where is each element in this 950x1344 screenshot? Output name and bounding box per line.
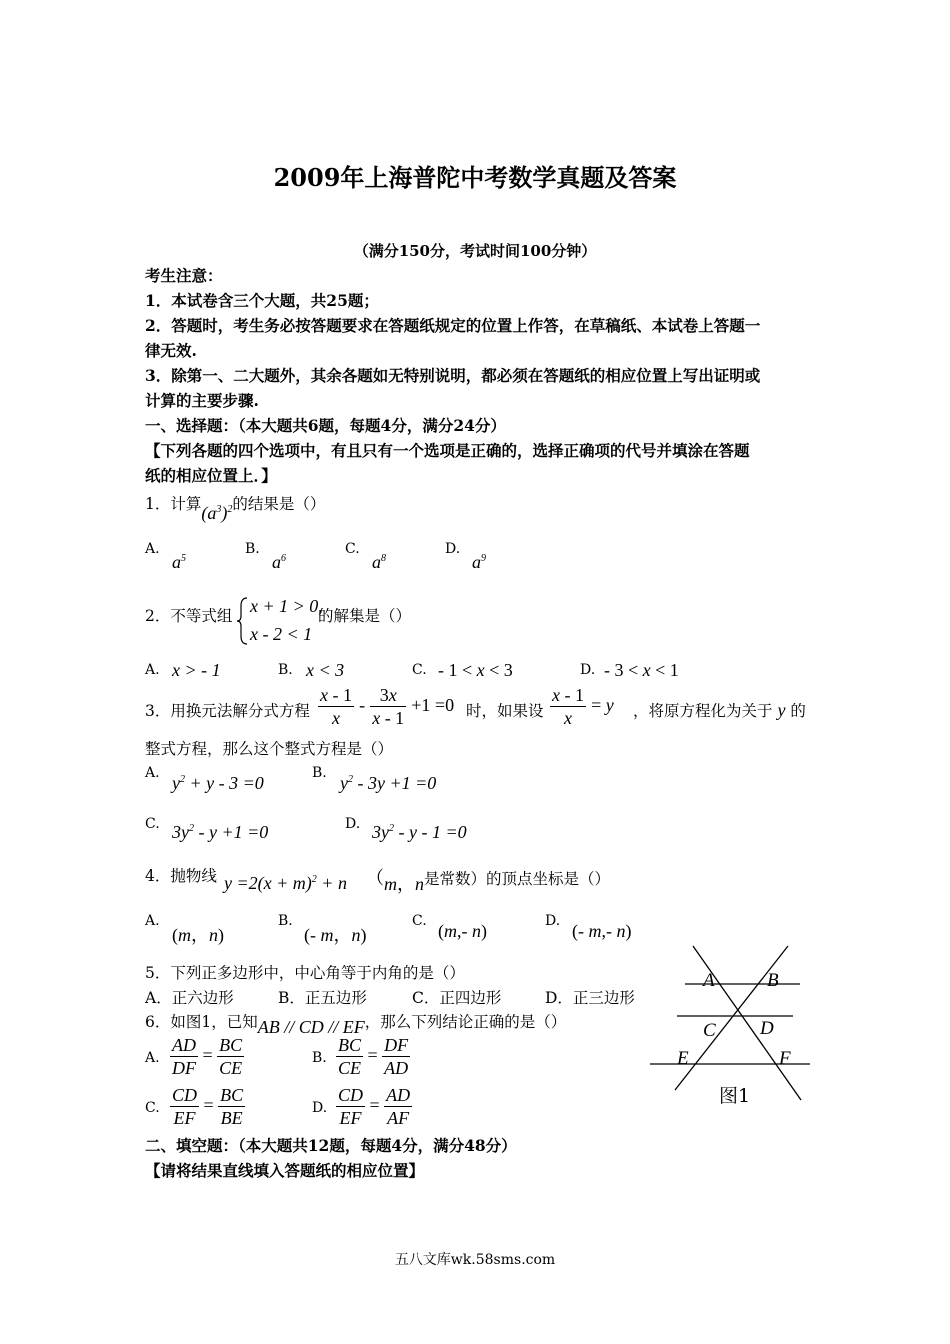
notice-item-2a: 2．答题时，考生务必按答题要求在答题纸规定的位置上作答，在草稿纸、本试卷上答题一 <box>145 316 761 335</box>
q4-option-b-label: B. <box>278 913 293 929</box>
q2-option-d-label: D. <box>580 662 596 678</box>
notice-heading: 考生注意： <box>145 266 223 285</box>
q3-option-a-label: A. <box>145 765 160 781</box>
q1-option-c-label: C. <box>345 541 360 557</box>
q5-option-c: C．正四边形 <box>412 989 502 1007</box>
q5-stem: 5．下列正多边形中，中心角等于内角的是（） <box>145 964 465 982</box>
q4-post: （m，n是常数）的顶点坐标是（） <box>366 868 611 894</box>
q3-option-b-label: B. <box>312 765 327 781</box>
q3-mid: 时，如果设 <box>466 702 544 720</box>
notice-item-2b: 律无效. <box>145 341 197 360</box>
q4-option-d: (- m,- n) <box>572 921 632 941</box>
q4-option-b: (- m，n) <box>304 925 367 945</box>
q1-option-a-label: A. <box>145 541 160 557</box>
notice-item-3a: 3．除第一、二大题外，其余各题如无特别说明，都必须在答题纸的相应位置上写出证明或 <box>145 366 761 385</box>
q4-option-a-label: A. <box>145 913 160 929</box>
section2-instr: 【请将结果直线填入答题纸的相应位置】 <box>145 1161 425 1180</box>
q6-stem: 6．如图1，已知AB // CD // EF，那么下列结论正确的是（） <box>145 1013 567 1037</box>
figure-caption: 图1 <box>719 1085 751 1107</box>
q3-substitution: $\frac{x - 1}{x}$ = y <box>552 685 614 728</box>
q1-option-d-label: D. <box>445 541 461 557</box>
q2-option-a-label: A. <box>145 662 160 678</box>
section2-heading: 二、填空题：（本大题共12题，每题4分，满分48分） <box>145 1136 517 1155</box>
label-c: C <box>703 1020 716 1041</box>
q4-equation: $y =2(x + m)^2 + n$ <box>224 873 347 893</box>
q4-pre: 4．抛物线 <box>145 867 217 885</box>
q2-option-a: x > - 1 <box>172 660 221 680</box>
figure-1 <box>645 940 815 1110</box>
label-f: F <box>779 1048 791 1069</box>
q2-option-c: - 1 < x < 3 <box>438 660 513 680</box>
q6-option-c: $\frac{CD}{EF}$ = $\frac{BC}{BE}$ <box>172 1085 244 1128</box>
q3-equation: $\frac{x - 1}{x}$ - $\frac{3x}{x - 1}$ +1 =0 <box>320 685 455 728</box>
footer-watermark: 五八文库wk.58sms.com <box>394 1252 556 1268</box>
q1-option-b: $a^6$ <box>272 552 286 572</box>
notice-item-3b: 计算的主要步骤. <box>145 391 259 410</box>
q2-brace <box>237 596 249 646</box>
q6-option-a-label: A. <box>145 1050 160 1066</box>
q2-ineq-2: x - 2 < 1 <box>250 624 313 644</box>
section1-heading: 一、选择题：（本大题共6题，每题4分，满分24分） <box>145 416 506 435</box>
q5-option-a: A．正六边形 <box>145 989 234 1007</box>
q2-pre: 2．不等式组 <box>145 607 233 625</box>
label-d: D <box>760 1018 774 1039</box>
label-e: E <box>677 1048 689 1069</box>
q3-option-a: $y^2 + y - 3 =0$ <box>172 773 264 793</box>
q3-option-d: $3y^2 - y - 1 =0$ <box>372 822 467 842</box>
q2-option-c-label: C. <box>412 662 427 678</box>
q3-line2: 整式方程，那么这个整式方程是（） <box>145 740 394 758</box>
q1-option-a: $a^5$ <box>172 552 186 572</box>
label-b: B <box>767 970 779 991</box>
q1-stem: 1．计算$(a^3)^2$的结果是（） <box>145 495 326 523</box>
page-title: 2009年上海普陀中考数学真题及答案 <box>273 163 677 192</box>
q3-post: ，将原方程化为关于 y 的 <box>633 700 806 720</box>
q3-option-b: $y^2 - 3y +1 =0$ <box>340 773 437 793</box>
q6-option-b: $\frac{BC}{CE}$ = $\frac{DF}{AD}$ <box>338 1035 409 1078</box>
q5-option-b: B．正五边形 <box>278 989 367 1007</box>
q3-option-c: $3y^2 - y +1 =0$ <box>172 822 269 842</box>
q2-option-b-label: B. <box>278 662 293 678</box>
q2-option-d: - 3 < x < 1 <box>604 660 679 680</box>
q4-option-a: (m，n) <box>172 925 224 945</box>
exam-info: （满分150分，考试时间100分钟） <box>353 242 597 260</box>
q6-option-b-label: B. <box>312 1050 327 1066</box>
q2-post: 的解集是（） <box>318 607 412 625</box>
q6-option-d-label: D. <box>312 1100 328 1116</box>
q1-option-d: $a^9$ <box>472 552 486 572</box>
q4-option-c: (m,- n) <box>438 921 487 941</box>
q6-option-c-label: C. <box>145 1100 160 1116</box>
q3-pre: 3．用换元法解分式方程 <box>145 702 310 720</box>
q6-option-a: $\frac{AD}{DF}$ = $\frac{BC}{CE}$ <box>172 1035 243 1078</box>
section1-instr-b: 纸的相应位置上．】 <box>145 466 277 485</box>
q1-option-c: $a^8$ <box>372 552 386 572</box>
q4-option-d-label: D. <box>545 913 561 929</box>
q2-ineq-1: x + 1 > 0, <box>250 596 323 616</box>
q3-option-d-label: D. <box>345 816 361 832</box>
section1-instr-a: 【下列各题的四个选项中，有且只有一个选项是正确的，选择正确项的代号并填涂在答题 <box>145 441 750 460</box>
q1-option-b-label: B. <box>245 541 260 557</box>
q3-option-c-label: C. <box>145 816 160 832</box>
q2-option-b: x < 3 <box>306 660 345 680</box>
q5-option-d: D．正三边形 <box>545 989 635 1007</box>
notice-item-1: 1．本试卷含三个大题，共25题； <box>145 291 379 310</box>
q6-option-d: $\frac{CD}{EF}$ = $\frac{AD}{AF}$ <box>338 1085 411 1128</box>
q4-option-c-label: C. <box>412 913 427 929</box>
label-a: A <box>703 970 715 991</box>
